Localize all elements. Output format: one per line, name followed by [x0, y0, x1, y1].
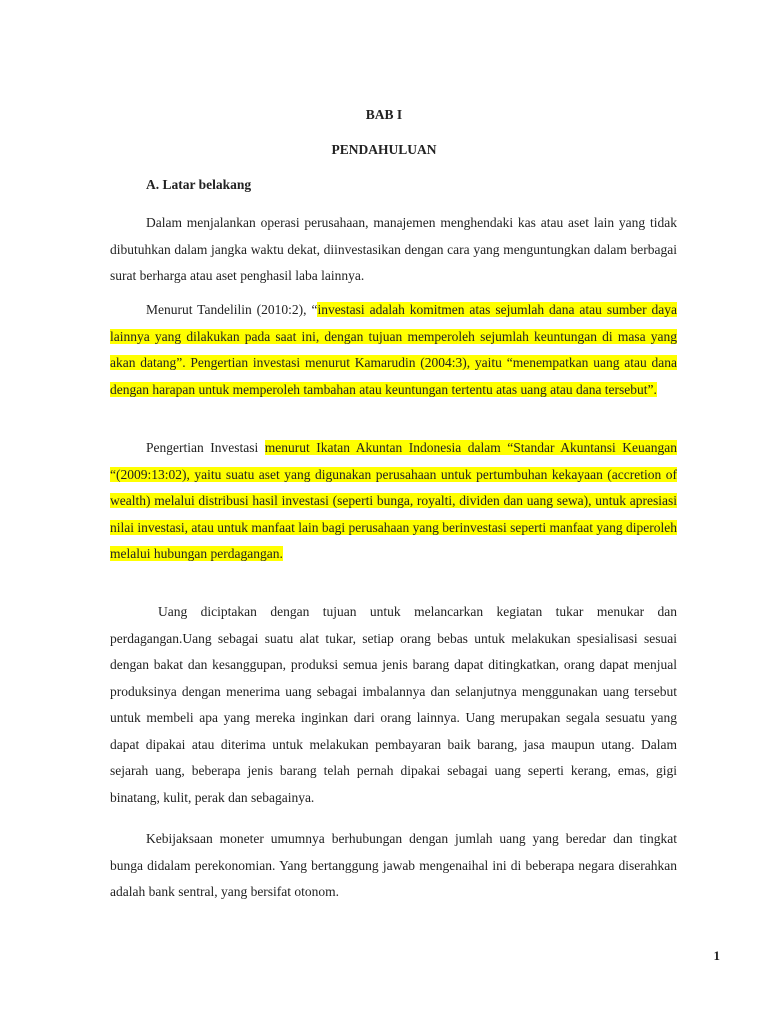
paragraph-5: Kebijaksaan moneter umumnya berhubungan dengan jumlah uang yang beredar dan tingkat bunga didalam perekonomian. Yang bertanggung jawab mengenaihal ini di beberapa negara diserahkan adalah bank sentral, yang bersifat otonom.: [110, 831, 677, 899]
section-heading: A. Latar belakang: [146, 177, 252, 192]
page-number: 1: [713, 948, 720, 963]
paragraph-3: [110, 435, 677, 568]
paragraph-1: Dalam menjalankan operasi perusahaan, manajemen menghendaki kas atau aset lain yang tidak dibutuhkan dalam jangka waktu dekat, diinvestasikan dengan cara yang menguntungkan dalam berbagai surat berharga atau aset penghasil laba lainnya.: [110, 215, 677, 283]
highlighted-quote-tandelilin: investasi adalah komitmen atas sejumlah dana atau sumber daya lainnya yang dilakukan pada saat ini, dengan tujuan memperoleh sejumlah keuntungan di masa yang akan datang”. Pengertian investasi menurut Kamarudin (2004:3), yaitu “menempatkan uang atau dana dengan harapan untuk memperoleh tambahan atau keuntungan tertentu atas uang atau dana tersebut”.: [110, 302, 677, 397]
paragraph-2: [110, 297, 677, 403]
highlighted-definition-iai: menurut Ikatan Akuntan Indonesia dalam “Standar Akuntansi Keuangan “(2009:13:02), yaitu suatu aset yang digunakan perusahaan untuk pertumbuhan kekayaan (accretion of wealth) melalui distribusi hasil investasi (seperti bunga, royalti, dividen dan uang sewa), untuk apresiasi nilai investasi, atau untuk manfaat lain bagi perusahaan yang berinvestasi seperti manfaat yang diperoleh melalui hubungan perdagangan.: [110, 440, 677, 561]
paragraph-2-lead: Menurut Tandelilin (2010:2), “: [146, 302, 318, 317]
paragraph-4: Uang diciptakan dengan tujuan untuk melancarkan kegiatan tukar menukar dan perdagangan.Uang sebagai suatu alat tukar, setiap orang bebas untuk melakukan spesialisasi sesuai dengan bakat dan kesanggupan, produksi semua jenis barang dapat ditingkatkan, orang dapat menjual produksinya dengan menerima uang sebagai imbalannya dan selanjutnya menggunakan uang tersebut untuk membeli apa yang mereka inginkan dari orang lainnya. Uang merupakan segala sesuatu yang dapat dipakai atau diterima untuk melakukan pembayaran baik barang, jasa maupun utang. Dalam sejarah uang, beberapa jenis barang telah pernah dipakai sebagai uang seperti kerang, emas, gigi binatang, kulit, perak dan sebagainya.: [110, 604, 677, 805]
chapter-title: PENDAHULUAN: [331, 142, 437, 157]
chapter-label: BAB I: [365, 107, 403, 122]
paragraph-3-lead: Pengertian Investasi: [146, 440, 265, 455]
